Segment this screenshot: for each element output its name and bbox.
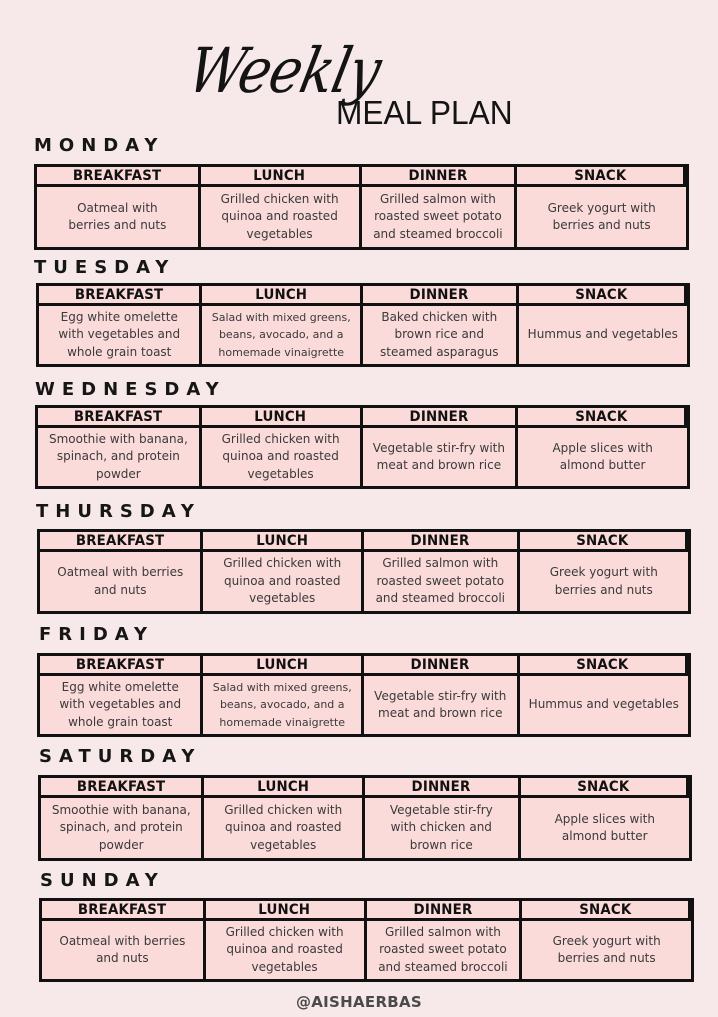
meal-cell-snack: Hummus and vegetables [527, 327, 678, 342]
page-title-main: MEAL PLAN [336, 94, 513, 131]
meal-cell-breakfast: Oatmeal with berries and nuts [37, 187, 201, 247]
meal-cell-dinner: Baked chicken with brown rice and steamed asparagus [363, 306, 519, 364]
day-label-monday: MONDAY [34, 135, 165, 156]
meal-cell-snack: Greek yogurt with berries and nuts [547, 200, 656, 232]
column-header-breakfast: BREAKFAST [40, 532, 203, 552]
meal-cell-lunch: Grilled chicken with quinoa and roasted vegetables [206, 921, 367, 979]
meal-cell-breakfast: Egg white omelette with vegetables and whole grain toast [39, 306, 202, 364]
meal-cell-dinner: Grilled salmon with roasted sweet potato and steamed broccoli [364, 552, 520, 611]
column-header-dinner: DINNER [363, 408, 519, 428]
meal-table-friday [37, 653, 691, 737]
meal-cell-lunch: Grilled chicken with quinoa and roasted vegetables [202, 428, 363, 486]
column-header-snack: SNACK [520, 656, 688, 676]
meal-cell-lunch: Grilled chicken with quinoa and roasted vegetables [201, 187, 362, 247]
column-header-snack: SNACK [519, 286, 687, 306]
column-header-dinner: DINNER [367, 901, 523, 921]
meal-cell-dinner: Vegetable stir-fry with meat and brown rice [364, 676, 520, 734]
meal-cell-lunch: Grilled chicken with quinoa and roasted vegetables [203, 552, 364, 611]
column-header-snack: SNACK [517, 167, 686, 187]
meal-cell-dinner: Grilled salmon with roasted sweet potato and steamed broccoli [362, 187, 518, 247]
column-header-lunch: LUNCH [202, 286, 363, 306]
column-header-lunch: LUNCH [201, 167, 362, 187]
day-label-tuesday: TUESDAY [34, 257, 176, 278]
meal-cell-lunch: Grilled chicken with quinoa and roasted vegetables [204, 798, 365, 858]
column-header-dinner: DINNER [364, 656, 520, 676]
column-header-snack: SNACK [522, 901, 691, 921]
meal-cell-dinner: Vegetable stir-fry with meat and brown rice [363, 428, 519, 486]
day-label-thursday: THURSDAY [36, 501, 201, 522]
column-header-breakfast: BREAKFAST [39, 286, 202, 306]
column-header-breakfast: BREAKFAST [37, 167, 201, 187]
column-header-lunch: LUNCH [203, 532, 364, 552]
column-header-dinner: DINNER [362, 167, 518, 187]
day-label-wednesday: WEDNESDAY [35, 379, 226, 400]
column-header-dinner: DINNER [365, 778, 521, 798]
meal-cell-snack: Greek yogurt with berries and nuts [552, 933, 661, 965]
column-header-lunch: LUNCH [203, 656, 364, 676]
meal-cell-breakfast: Smoothie with banana, spinach, and protein powder [38, 428, 202, 486]
meal-cell-dinner: Grilled salmon with roasted sweet potato and steamed broccoli [367, 921, 523, 979]
column-header-snack: SNACK [520, 532, 688, 552]
meal-table-tuesday [36, 283, 690, 367]
column-header-lunch: LUNCH [202, 408, 363, 428]
column-header-dinner: DINNER [363, 286, 519, 306]
author-handle: @AISHAERBAS [295, 993, 423, 1011]
page-title-script: Weekly [181, 34, 387, 107]
day-label-friday: FRIDAY [39, 624, 155, 645]
meal-table-saturday [38, 775, 692, 861]
meal-table-sunday [39, 898, 694, 982]
meal-cell-snack: Apple slices with almond butter [554, 811, 655, 843]
column-header-breakfast: BREAKFAST [38, 408, 202, 428]
meal-table-wednesday [35, 405, 690, 489]
meal-table-thursday [37, 529, 691, 614]
meal-cell-breakfast: Smoothie with banana, spinach, and protein powder [41, 798, 204, 858]
day-label-sunday: SUNDAY [40, 870, 165, 891]
column-header-dinner: DINNER [364, 532, 520, 552]
column-header-breakfast: BREAKFAST [40, 656, 203, 676]
meal-cell-dinner: Vegetable stir-fry with chicken and brown rice [365, 798, 521, 858]
day-label-saturday: SATURDAY [39, 746, 202, 767]
meal-table-monday [34, 164, 689, 250]
column-header-lunch: LUNCH [206, 901, 367, 921]
column-header-snack: SNACK [521, 778, 689, 798]
meal-cell-snack: Greek yogurt with berries and nuts [549, 565, 658, 597]
meal-cell-breakfast: Oatmeal with berries and nuts [42, 921, 206, 979]
meal-cell-snack: Hummus and vegetables [528, 697, 679, 712]
column-header-snack: SNACK [518, 408, 687, 428]
column-header-breakfast: BREAKFAST [42, 901, 206, 921]
meal-cell-snack: Apple slices with almond butter [552, 440, 653, 472]
meal-cell-lunch: Salad with mixed greens, beans, avocado, and a homemade vinaigrette [203, 676, 364, 734]
column-header-breakfast: BREAKFAST [41, 778, 204, 798]
meal-cell-breakfast: Egg white omelette with vegetables and whole grain toast [40, 676, 203, 734]
column-header-lunch: LUNCH [204, 778, 365, 798]
meal-cell-breakfast: Oatmeal with berries and nuts [40, 552, 203, 611]
meal-cell-lunch: Salad with mixed greens, beans, avocado, and a homemade vinaigrette [202, 306, 363, 364]
